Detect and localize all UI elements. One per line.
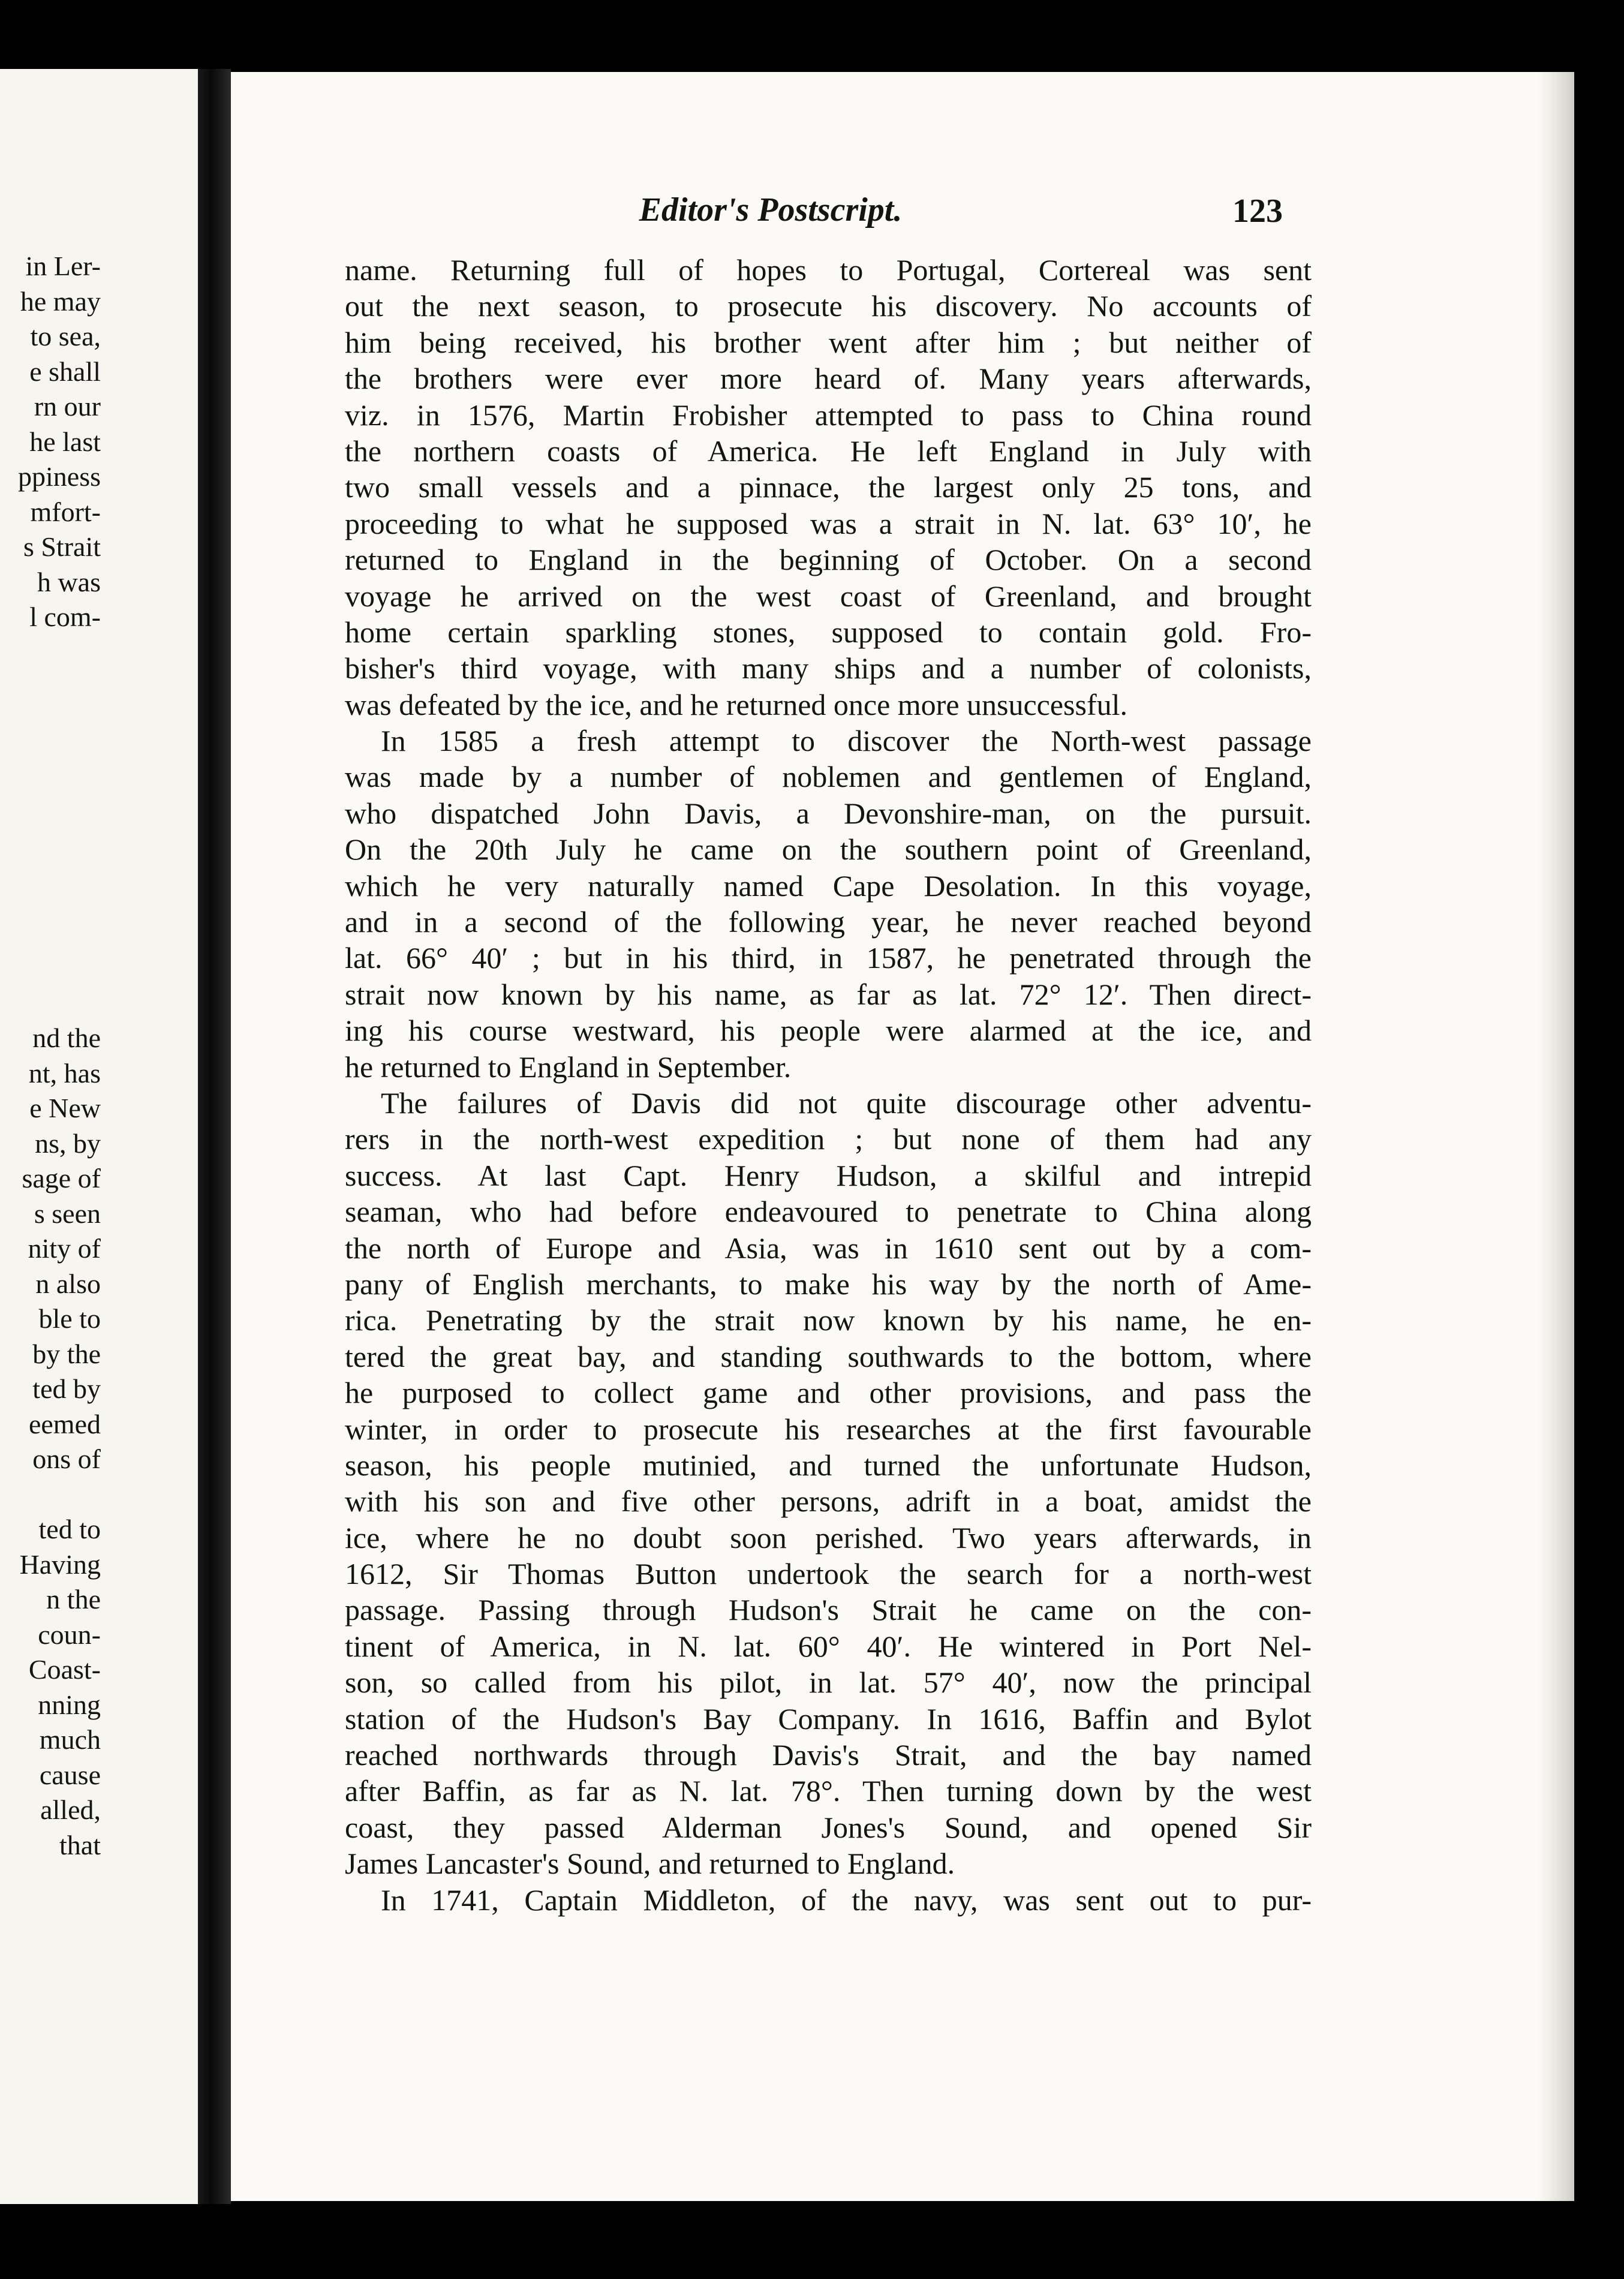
left-page-line: e shall bbox=[29, 356, 101, 387]
text-line: proceeding to what he supposed was a strait in N. lat. 63° 10′, he bbox=[345, 506, 1312, 540]
text-line: voyage he arrived on the west coast of Greenland, and brought bbox=[345, 579, 1312, 613]
right-page bbox=[231, 72, 1574, 2201]
text-line: was made by a number of noblemen and gentlemen of England, bbox=[345, 760, 1312, 794]
text-line: In 1585 a fresh attempt to discover the North-west passage bbox=[381, 724, 1312, 758]
left-page-line: to sea, bbox=[30, 321, 101, 351]
text-line: son, so called from his pilot, in lat. 57° 40′, now the principal bbox=[345, 1665, 1312, 1700]
left-page-line bbox=[0, 635, 198, 671]
left-page-line: ns, by bbox=[35, 1128, 101, 1159]
text-line: station of the Hudson's Bay Company. In 1616, Baffin and Bylot bbox=[345, 1701, 1312, 1736]
left-page-line: he last bbox=[29, 426, 101, 457]
text-line: bisher's third voyage, with many ships and a number of colonists, bbox=[345, 651, 1312, 685]
left-page-line: nning bbox=[38, 1689, 101, 1720]
left-facing-page bbox=[0, 69, 198, 2204]
text-line: The failures of Davis did not quite discourage other adventu- bbox=[381, 1086, 1312, 1120]
left-page-line: h was bbox=[37, 566, 101, 597]
text-line: James Lancaster's Sound, and returned to England. bbox=[345, 1847, 955, 1881]
text-line: with his son and five other persons, adrift in a boat, amidst the bbox=[345, 1484, 1312, 1519]
text-line: rica. Penetrating by the strait now known by his name, he en- bbox=[345, 1303, 1312, 1337]
left-page-line: s Strait bbox=[23, 531, 101, 562]
left-page-line: cause bbox=[39, 1759, 101, 1790]
text-line: tered the great bay, and standing southwards to the bottom, where bbox=[345, 1339, 1312, 1373]
left-page-line bbox=[0, 740, 198, 775]
left-page-line bbox=[0, 705, 198, 741]
text-line: passage. Passing through Hudson's Strait he came on the con- bbox=[345, 1593, 1312, 1627]
text-line: two small vessels and a pinnace, the largest only 25 tons, and bbox=[345, 470, 1312, 504]
text-line: out the next season, to prosecute his discovery. No accounts of bbox=[345, 289, 1312, 323]
text-line: the northern coasts of America. He left England in July with bbox=[345, 434, 1312, 468]
left-page-line: coun- bbox=[38, 1619, 101, 1650]
left-page-line: nity of bbox=[28, 1233, 101, 1264]
left-page-line bbox=[0, 1477, 198, 1513]
left-page-line: mfort- bbox=[30, 496, 101, 527]
text-line: winter, in order to prosecute his researches at the first favourable bbox=[345, 1412, 1312, 1446]
left-page-line: by the bbox=[32, 1338, 101, 1369]
left-page-line: that bbox=[59, 1829, 101, 1860]
left-page-text bbox=[0, 249, 198, 1863]
text-line: In 1741, Captain Middleton, of the navy, was sent out to pur- bbox=[381, 1883, 1312, 1917]
left-page-line: eemed bbox=[28, 1408, 101, 1439]
page-number: 123 bbox=[1232, 193, 1283, 230]
text-line: the brothers were ever more heard of. Many years afterwards, bbox=[345, 362, 1312, 396]
text-line: season, his people mutinied, and turned the unfortunate Hudson, bbox=[345, 1448, 1312, 1482]
left-page-line: ble to bbox=[38, 1303, 101, 1334]
left-page-line: in Ler- bbox=[25, 251, 101, 281]
text-line: tinent of America, in N. lat. 60° 40′. He wintered in Port Nel- bbox=[345, 1629, 1312, 1663]
text-line: success. At last Capt. Henry Hudson, a skilful and intrepid bbox=[345, 1158, 1312, 1192]
left-page-line: ted by bbox=[32, 1373, 101, 1404]
text-line: him being received, his brother went after him ; but neither of bbox=[345, 325, 1312, 359]
text-line: name. Returning full of hopes to Portugal, Cortereal was sent bbox=[345, 253, 1312, 287]
left-page-line: Having bbox=[19, 1549, 101, 1580]
text-line: ice, where he no doubt soon perished. Two years afterwards, in bbox=[345, 1520, 1312, 1555]
left-page-line: n the bbox=[46, 1584, 101, 1614]
body-text bbox=[345, 252, 1312, 1918]
left-page-line: rn our bbox=[34, 391, 101, 422]
left-page-line: Coast- bbox=[28, 1654, 101, 1685]
text-line: reached northwards through Davis's Strait, and the bay named bbox=[345, 1738, 1312, 1772]
left-page-line bbox=[0, 810, 198, 846]
left-page-line: e New bbox=[29, 1093, 101, 1123]
left-page-line: ted to bbox=[38, 1514, 101, 1544]
left-page-line: nd the bbox=[32, 1023, 101, 1053]
text-line: after Baffin, as far as N. lat. 78°. Then turning down by the west bbox=[345, 1774, 1312, 1808]
text-line: ing his course westward, his people were alarmed at the ice, and bbox=[345, 1014, 1312, 1048]
left-page-line: nt, has bbox=[28, 1057, 101, 1089]
page-edge-shadow bbox=[1538, 72, 1574, 2201]
left-page-line bbox=[0, 880, 198, 916]
text-line: 1612, Sir Thomas Button undertook the search for a north-west bbox=[345, 1557, 1312, 1591]
text-line: who dispatched John Davis, a Devonshire-man, on the pursuit. bbox=[345, 796, 1312, 830]
text-line: returned to England in the beginning of October. On a second bbox=[345, 543, 1312, 577]
text-line: was defeated by the ice, and he returned once more unsuccessful. bbox=[345, 687, 1128, 721]
left-page-line: sage of bbox=[22, 1163, 101, 1193]
left-page-line bbox=[0, 951, 198, 986]
text-line: coast, they passed Alderman Jones's Sound, and opened Sir bbox=[345, 1810, 1312, 1844]
text-line: which he very naturally named Cape Desolation. In this voyage, bbox=[345, 868, 1312, 903]
left-page-line bbox=[0, 670, 198, 705]
left-page-line: ppiness bbox=[18, 461, 101, 492]
text-line: On the 20th July he came on the southern point of Greenland, bbox=[345, 832, 1312, 867]
text-line: strait now known by his name, as far as lat. 72° 12′. Then direct- bbox=[345, 977, 1312, 1011]
left-page-line bbox=[0, 916, 198, 951]
left-page-line: he may bbox=[20, 285, 101, 317]
left-page-line: alled, bbox=[40, 1794, 101, 1825]
left-page-line bbox=[0, 775, 198, 811]
text-line: home certain sparkling stones, supposed to contain gold. Fro- bbox=[345, 615, 1312, 649]
left-page-line bbox=[0, 986, 198, 1021]
left-page-line: n also bbox=[35, 1268, 101, 1299]
text-line: pany of English merchants, to make his way by the north of Ame- bbox=[345, 1267, 1312, 1301]
text-line: and in a second of the following year, he never reached beyond bbox=[345, 905, 1312, 939]
left-page-line: l com- bbox=[29, 602, 101, 632]
text-line: he purposed to collect game and other provisions, and pass the bbox=[345, 1376, 1312, 1410]
book-gutter bbox=[198, 69, 231, 2204]
left-page-line: much bbox=[39, 1724, 101, 1755]
text-line: he returned to England in September. bbox=[345, 1050, 792, 1084]
left-page-line: ons of bbox=[32, 1444, 101, 1474]
left-page-line bbox=[0, 846, 198, 881]
text-line: rers in the north-west expedition ; but none of them had any bbox=[345, 1122, 1312, 1156]
text-line: viz. in 1576, Martin Frobisher attempted to pass to China round bbox=[345, 398, 1312, 432]
text-line: lat. 66° 40′ ; but in his third, in 1587, he penetrated through the bbox=[345, 941, 1312, 975]
text-line: the north of Europe and Asia, was in 1610 sent out by a com- bbox=[345, 1231, 1312, 1265]
text-line: seaman, who had before endeavoured to penetrate to China along bbox=[345, 1195, 1312, 1229]
left-page-line: s seen bbox=[34, 1198, 101, 1229]
running-head: Editor's Postscript. bbox=[639, 191, 903, 228]
